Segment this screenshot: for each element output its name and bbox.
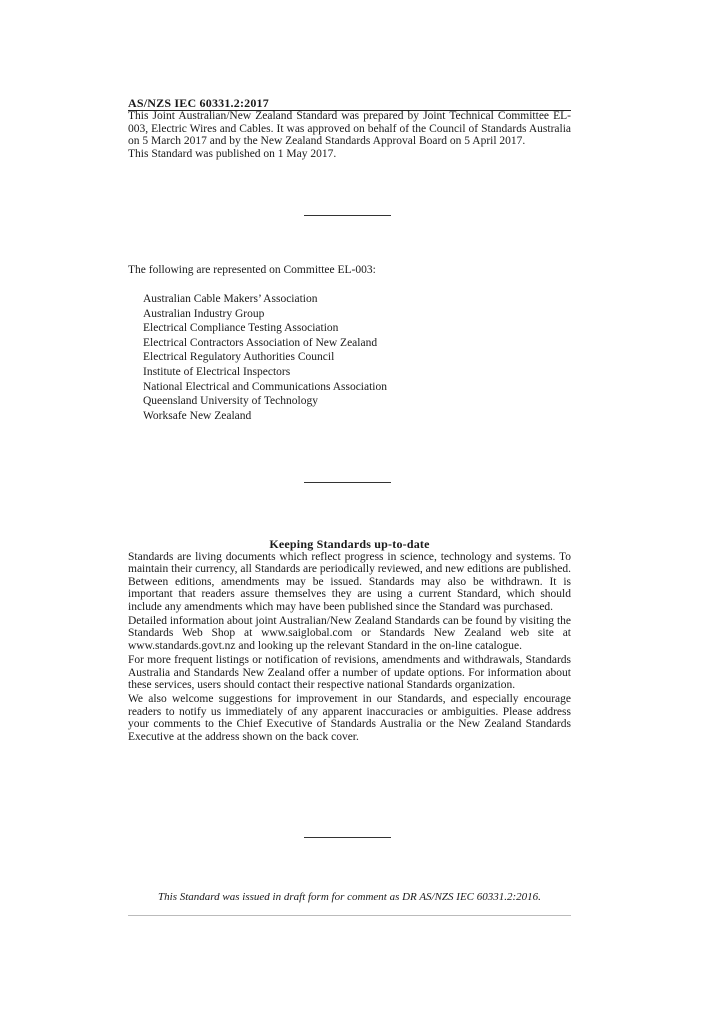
approval-paragraph: This Joint Australian/New Zealand Standard was prepared by Joint Technical Committee EL-003, Electric Wires and Cables. It was approved on behalf of the Council of Standards Australia on 5 March 2017 and by the New Zealand Standards Approval Board on 5 April 2017. — [128, 110, 571, 147]
organization-item: Queensland University of Technology — [143, 395, 318, 408]
section-separator — [304, 837, 391, 838]
organization-item: National Electrical and Communications Association — [143, 380, 387, 393]
committee-organization-list — [143, 292, 387, 423]
uptodate-paragraph: For more frequent listings or notification of revisions, amendments and withdrawals, Standards Australia and Standards New Zealand offer a number of update options. For information about these services, users should contact their respective national Standards organization. — [128, 654, 571, 692]
organization-item: Electrical Regulatory Authorities Council — [143, 351, 335, 364]
organization-item: Australian Cable Makers’ Association — [143, 293, 318, 305]
organization-item: Institute of Electrical Inspectors — [143, 365, 291, 378]
uptodate-paragraph: We also welcome suggestions for improvement in our Standards, and especially encourage readers to notify us immediately of any apparent inaccuracies or ambiguities. Please address your comments to the Chief Executive of Standards Australia or the New Zealand Standards Executive at the address shown on the back cover. — [128, 693, 571, 743]
draft-issue-note: This Standard was issued in draft form for comment as DR AS/NZS IEC 60331.2:2016. — [158, 891, 541, 903]
section-separator — [304, 482, 391, 483]
preparation-notice — [128, 110, 571, 160]
uptodate-paragraph: Standards are living documents which reflect progress in science, technology and systems. To maintain their currency, all Standards are periodically reviewed, and new editions are published. Between editions, amendments may be issued. Standards may also be withdrawn. It is important that readers assure themselves they are using a current Standard, which should include any amendments which may have been published since the Standard was purchased. — [128, 551, 571, 613]
uptodate-section-body — [128, 551, 571, 745]
section-separator — [304, 215, 391, 216]
organization-item: Worksafe New Zealand — [143, 409, 252, 422]
organization-item: Australian Industry Group — [143, 307, 265, 320]
publication-paragraph: This Standard was published on 1 May 2017. — [128, 147, 337, 160]
standard-code-heading: AS/NZS IEC 60331.2:2017 — [128, 96, 269, 110]
committee-intro: The following are represented on Committee EL-003: — [128, 264, 376, 276]
organization-item: Electrical Contractors Association of New Zealand — [143, 336, 378, 349]
organization-item: Electrical Compliance Testing Association — [143, 322, 339, 335]
uptodate-section-title: Keeping Standards up-to-date — [269, 537, 430, 551]
footer-rule — [128, 915, 571, 916]
uptodate-paragraph: Detailed information about joint Australian/New Zealand Standards can be found by visiting the Standards Web Shop at www.saiglobal.com or Standards New Zealand web site at www.standards.govt.nz and looking up the relevant Standard in the on-line catalogue. — [128, 615, 571, 652]
